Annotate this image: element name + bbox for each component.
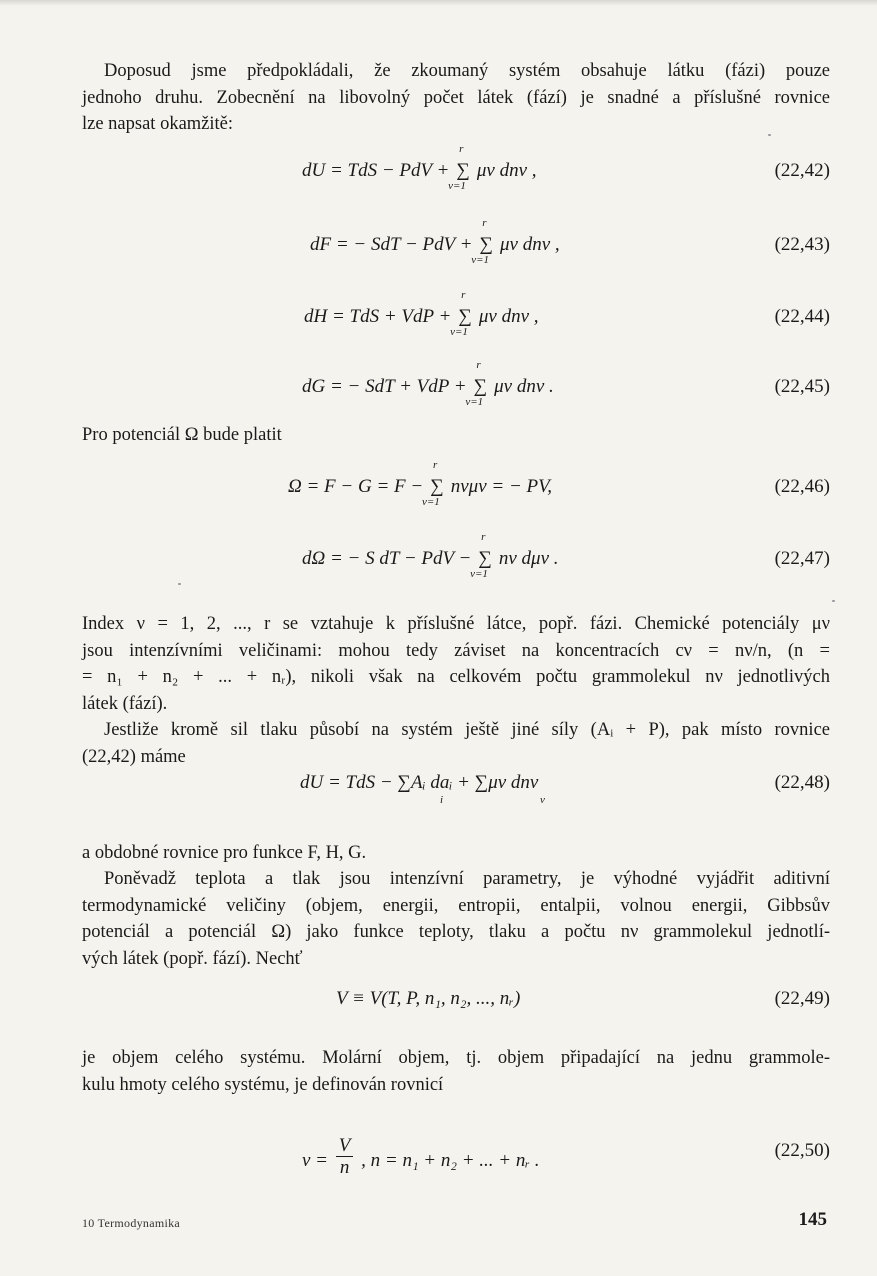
text-line: látek (fází). (82, 693, 168, 714)
equation-number: (22,48) (774, 772, 830, 793)
sum-symbol: ∑ r ν=1 (421, 459, 444, 508)
sum-lower: ν=1 (465, 396, 484, 408)
equation-lhs: Ω = F − G = F − (288, 476, 424, 497)
text-line: jsou intenzívními veličinami: mohou tedy záviset na koncentracích cν = nν/n, (n = (82, 640, 830, 661)
equation-rhs: nν dμν . (498, 548, 559, 569)
equation-lhs: dF = − SdT − PdV + (310, 234, 473, 255)
sum-upper: r (476, 359, 481, 371)
equation-22-47 (0, 531, 877, 598)
text-line: Poněvadž teplota a tlak jsou intenzívní parametry, je výhodné vyjádřit aditivní (104, 869, 830, 889)
sum-upper: r (432, 459, 438, 471)
equation-22-44 (0, 289, 877, 356)
equation-number: (22,50) (774, 1140, 830, 1161)
equation-number: (22,49) (774, 988, 830, 1009)
paragraph-parameters (82, 866, 830, 972)
text-line: Index ν = 1, 2, ..., r se vztahuje k příslušné látce, popř. fázi. Chemické potenciály μν (82, 614, 830, 634)
equation-rhs: μν dnν , (478, 306, 539, 327)
equation-number: (22,46) (774, 476, 830, 497)
equation-rhs: , n = n₁ + n₂ + ... + nᵣ . (361, 1149, 540, 1171)
text-line: vých látek (popř. fází). Nechť (82, 948, 303, 969)
equation-lhs: dΩ = − S dT − PdV − (302, 548, 472, 569)
paragraph-index (82, 611, 830, 717)
equation-rhs: μν dnν , (476, 160, 537, 181)
equation-22-42 (0, 143, 877, 210)
sum-lower: ν=1 (471, 254, 490, 266)
paragraph-forces (82, 717, 830, 770)
text-line: potenciál a potenciál Ω) jako funkce teploty, tlaku a počtu nν grammolekul jednotlí- (82, 922, 830, 943)
sum-symbol: ∑ r ν=1 (450, 289, 472, 338)
text-line: Jestliže kromě sil tlaku působí na systém ještě jiné síly (Aᵢ + P), pak místo rovnice (104, 720, 830, 740)
paragraph-volume (82, 1045, 830, 1098)
paragraph-intro (82, 58, 830, 138)
equation-lhs: dG = − SdT + VdP + (302, 376, 467, 397)
text-line: a obdobné rovnice pro funkce F, H, G. (82, 843, 367, 863)
sum-lower: ν=1 (450, 326, 468, 338)
footer-signature: 10 Termodynamika (82, 1216, 181, 1230)
fraction (336, 1136, 354, 1179)
print-speck (178, 583, 181, 585)
paragraph-omega-intro (82, 422, 830, 449)
equation-number: (22,45) (774, 376, 830, 397)
equation-22-49 (0, 988, 877, 1038)
equation-expression: V ≡ V(T, P, n₁, n₂, ..., nᵣ) (336, 988, 521, 1009)
sum-upper: r (461, 289, 466, 301)
equation-lhs: dH = TdS + VdP + (304, 306, 452, 327)
sum-upper: r (481, 531, 486, 543)
equation-22-46 (0, 459, 877, 526)
text-line: termodynamické veličiny (objem, energii, entropii, entalpii, volnou energii, Gibbsův (82, 895, 830, 916)
equation-number: (22,47) (774, 548, 830, 569)
text-line: (22,42) máme (82, 746, 186, 767)
sum-upper: r (482, 217, 487, 229)
equation-22-50 (0, 1126, 877, 1186)
sum-symbol: ∑ r ν=1 (470, 531, 492, 580)
sum-lower: ν=1 (448, 180, 466, 192)
equation-expression: dU = TdS − ∑Aᵢ daᵢ + ∑μν dnν (300, 772, 539, 793)
paragraph-analog (82, 840, 830, 867)
sum-upper: r (459, 143, 464, 155)
text-line: Pro potenciál Ω bude platit (82, 425, 282, 445)
fraction-denominator: n (339, 1157, 350, 1178)
sum-symbol: ∑ r ν=1 (448, 143, 470, 192)
text-line: Doposud jsme předpokládali, že zkoumaný systém obsahuje látku (fázi) pouze (104, 61, 830, 81)
page-top-edge (0, 0, 877, 6)
fraction-numerator: V (336, 1136, 354, 1157)
equation-number: (22,44) (774, 306, 830, 327)
text-line: lze napsat okamžitě: (82, 114, 234, 135)
text-line: = n₁ + n₂ + ... + nᵣ), nikoli však na celkovém počtu grammolekul nν jednotlivých (82, 667, 830, 688)
equation-lhs: dU = TdS − PdV + (302, 160, 450, 181)
equation-rhs: μν dnν , (499, 234, 560, 255)
page-number: 145 (798, 1209, 827, 1230)
text-line: je objem celého systému. Molární objem, tj. objem připadající na jednu grammole- (82, 1048, 830, 1068)
equation-22-43 (0, 217, 877, 284)
equation-number: (22,42) (774, 160, 830, 181)
text-line: jednoho druhu. Zobecnění na libovolný počet látek (fází) je snadné a příslušné rovnice (82, 87, 830, 108)
equation-number: (22,43) (774, 234, 830, 255)
equation-22-48 (0, 772, 877, 822)
equation-rhs: nνμν = − PV, (450, 476, 553, 497)
equation-22-45 (0, 359, 877, 426)
print-speck (768, 134, 771, 136)
text-line: kulu hmoty celého systému, je definován rovnicí (82, 1074, 444, 1095)
sum-index-nu: ν (540, 794, 545, 806)
sum-symbol: ∑ r ν=1 (465, 359, 488, 408)
print-speck (832, 600, 835, 602)
sum-lower: ν=1 (421, 496, 440, 508)
equation-rhs: μν dnν . (494, 376, 554, 397)
sum-index-i: i (440, 794, 444, 806)
sum-symbol: ∑ r ν=1 (471, 217, 493, 266)
sum-lower: ν=1 (470, 568, 488, 580)
equation-lhs: v = (302, 1149, 329, 1171)
